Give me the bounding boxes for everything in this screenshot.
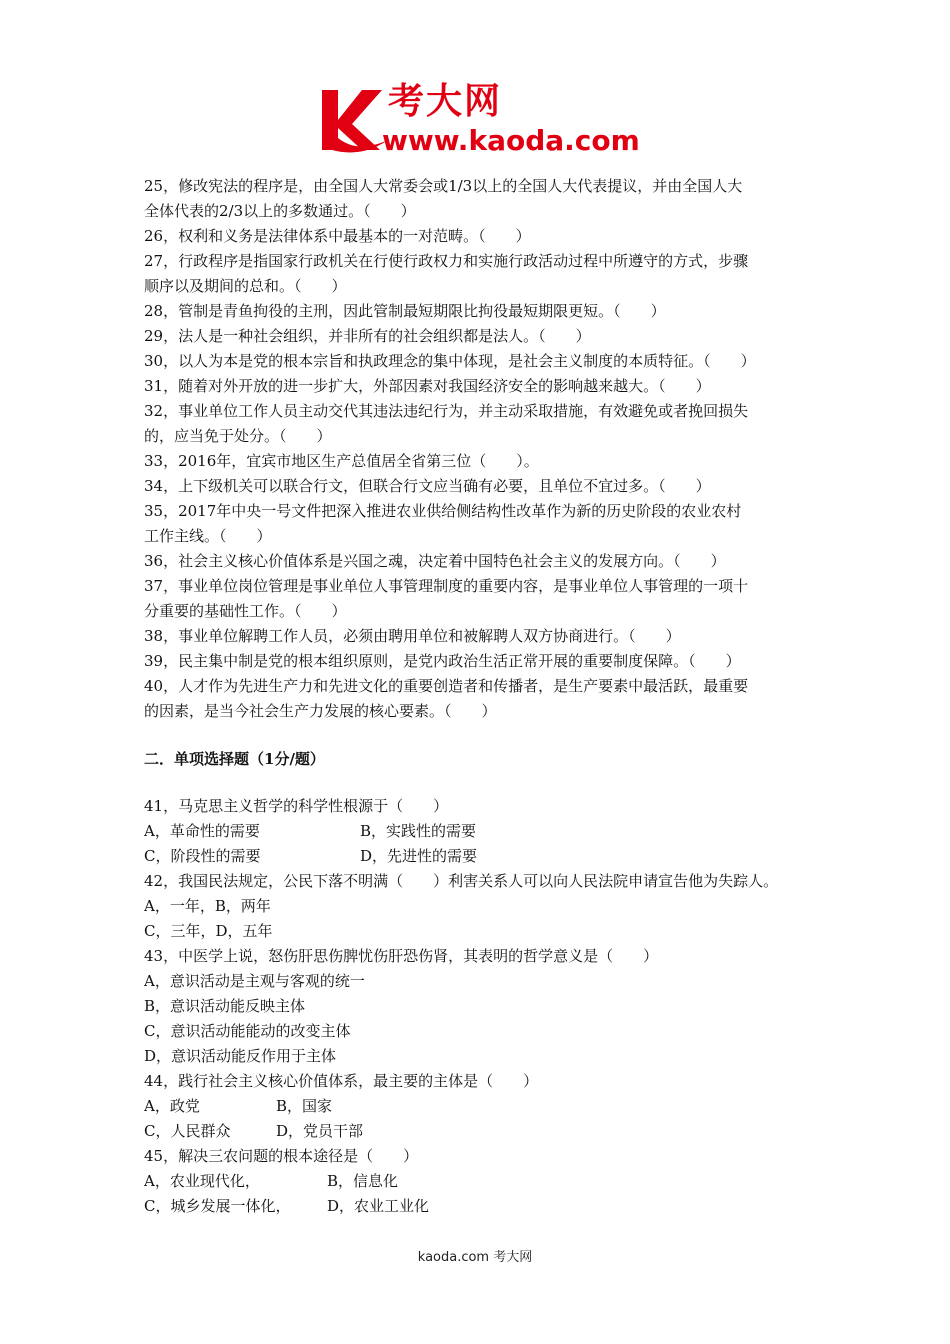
text-line: 36，社会主义核心价值体系是兴国之魂，决定着中国特色社会主义的发展方向。（ ）: [144, 552, 726, 570]
text-line: 34，上下级机关可以联合行文，但联合行文应当确有必要，且单位不宜过多。（ ）: [144, 477, 711, 495]
logo-url-text: www.kaoda.com: [382, 124, 640, 157]
option-c: C，人民群众: [144, 1122, 231, 1140]
document-body: [144, 174, 824, 1219]
text-line: 26，权利和义务是法律体系中最基本的一对范畴。（ ）: [144, 227, 531, 245]
text-line: 全体代表的2/3以上的多数通过。（ ）: [144, 202, 416, 220]
text-line: 25，修改宪法的程序是，由全国人大常委会或1/3以上的全国人大代表提议，并由全国人大: [144, 177, 743, 195]
option-b: B，国家: [276, 1097, 333, 1115]
text-line: 40，人才作为先进生产力和先进文化的重要创造者和传播者，是生产要素中最活跃，最重要: [144, 677, 749, 695]
option-d: D，先进性的需要: [360, 847, 478, 865]
text-line: 工作主线。（ ）: [144, 527, 272, 545]
question-44: 44，践行社会主义核心价值体系，最主要的主体是（ ）: [144, 1072, 539, 1090]
option-b: B，意识活动能反映主体: [144, 997, 306, 1015]
option-a: A，革命性的需要: [144, 822, 260, 840]
question-45: 45，解决三农问题的根本途径是（ ）: [144, 1147, 419, 1165]
question-43: 43，中医学上说，怒伤肝思伤脾忧伤肝恐伤肾，其表明的哲学意义是（ ）: [144, 947, 659, 965]
text-line: 33，2016年，宜宾市地区生产总值居全省第三位（ ）。: [144, 452, 539, 470]
text-line: 28，管制是青鱼拘役的主刑，因此管制最短期限比拘役最短期限更短。（ ）: [144, 302, 666, 320]
logo-brand-text: 考大网: [388, 81, 503, 122]
text-line: 31，随着对外开放的进一步扩大，外部因素对我国经济安全的影响越来越大。（ ）: [144, 377, 711, 395]
options-row: [144, 844, 824, 869]
text-line: 39，民主集中制是党的根本组织原则，是党内政治生活正常开展的重要制度保障。（ ）: [144, 652, 741, 670]
kaoda-logo: [318, 80, 648, 160]
option-c: C，意识活动能能动的改变主体: [144, 1022, 351, 1040]
option-d: D，农业工业化: [327, 1197, 430, 1215]
text-line: 分重要的基础性工作。（ ）: [144, 602, 347, 620]
question-41: 41，马克思主义哲学的科学性根源于（ ）: [144, 797, 449, 815]
text-line: 35，2017年中央一号文件把深入推进农业供给侧结构性改革作为新的历史阶段的农业农村: [144, 502, 742, 520]
option-b: B，信息化: [327, 1172, 399, 1190]
options-row: [144, 1194, 824, 1219]
options-row: [144, 1094, 824, 1119]
option-b: B，实践性的需要: [360, 822, 477, 840]
text-line: 27，行政程序是指国家行政机关在行使行政权力和实施行政活动过程中所遵守的方式，步骤: [144, 252, 749, 270]
option-a: A，意识活动是主观与客观的统一: [144, 972, 365, 990]
option-line: A，一年，B，两年: [144, 897, 271, 915]
option-c: C，阶段性的需要: [144, 847, 261, 865]
option-d: D，意识活动能反作用于主体: [144, 1047, 337, 1065]
option-line: C，三年，D，五年: [144, 922, 273, 940]
text-line: 的，应当免于处分。（ ）: [144, 427, 332, 445]
options-row: [144, 819, 824, 844]
option-a: A，政党: [144, 1097, 200, 1115]
text-line: 30，以人为本是党的根本宗旨和执政理念的集中体现，是社会主义制度的本质特征。（ ）: [144, 352, 756, 370]
option-d: D，党员干部: [276, 1122, 364, 1140]
options-row: [144, 1119, 824, 1144]
question-42: 42，我国民法规定，公民下落不明满（ ）利害关系人可以向人民法院申请宣告他为失踪人。: [144, 872, 779, 890]
page-footer: kaoda.com 考大网: [417, 1250, 533, 1265]
option-c: C，城乡发展一体化，: [144, 1197, 291, 1215]
text-line: 顺序以及期间的总和。（ ）: [144, 277, 347, 295]
text-line: 29，法人是一种社会组织，并非所有的社会组织都是法人。（ ）: [144, 327, 591, 345]
section-heading: 二．单项选择题（1分/题）: [144, 750, 325, 768]
text-line: 37，事业单位岗位管理是事业单位人事管理制度的重要内容，是事业单位人事管理的一项十: [144, 577, 749, 595]
text-line: 38，事业单位解聘工作人员，必须由聘用单位和被解聘人双方协商进行。（ ）: [144, 627, 681, 645]
option-a: A，农业现代化，: [144, 1172, 260, 1190]
k-logo-icon: [318, 80, 390, 158]
text-line: 的因素，是当今社会生产力发展的核心要素。（ ）: [144, 702, 497, 720]
text-line: 32，事业单位工作人员主动交代其违法违纪行为，并主动采取措施，有效避免或者挽回损失: [144, 402, 749, 420]
options-row: [144, 1169, 824, 1194]
